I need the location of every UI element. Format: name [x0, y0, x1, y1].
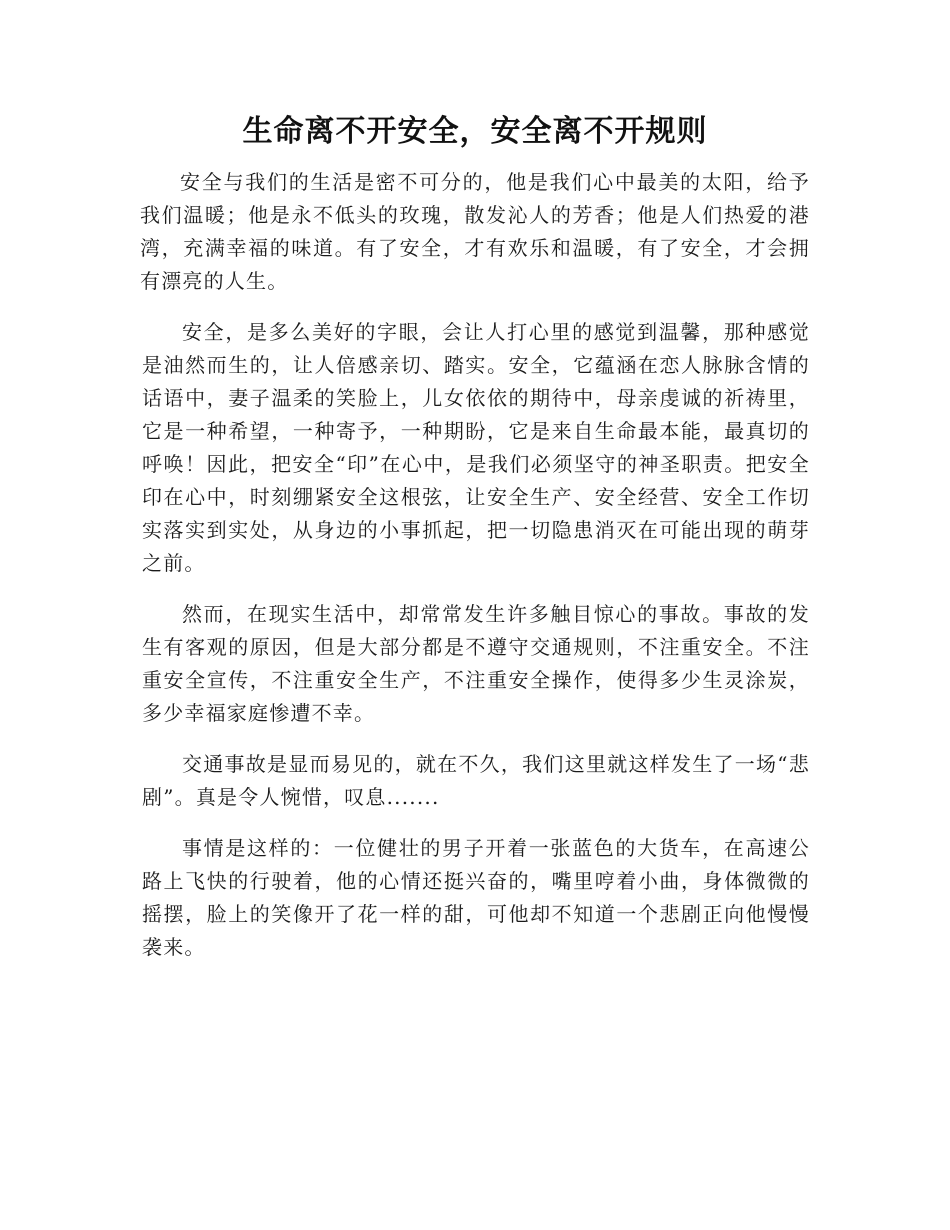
paragraph-5: 事情是这样的：一位健壮的男子开着一张蓝色的大货车，在高速公路上飞快的行驶着，他的心情还挺兴奋的，嘴里哼着小曲，身体微微的摇摆，脸上的笑像开了花一样的甜，可他却不知道一个悲剧正向他慢慢袭来。	[142, 836, 810, 959]
paragraph-4: 交通事故是显而易见的，就在不久，我们这里就这样发生了一场“悲剧”。真是令人惋惜，叹息.......	[142, 752, 810, 809]
document-body	[142, 166, 810, 976]
document-title: 生命离不开安全，安全离不开规则	[242, 114, 708, 149]
paragraph-2: 安全，是多么美好的字眼，会让人打心里的感觉到温馨，那种感觉是油然而生的，让人倍感亲切、踏实。安全，它蕴涵在恋人脉脉含情的话语中，妻子温柔的笑脸上，儿女依依的期待中，母亲虔诚的祈祷里，它是一种希望，一种寄予，一种期盼，它是来自生命最本能，最真切的呼唤！因此，把安全“印”在心中，是我们必须坚守的神圣职责。把安全印在心中，时刻绷紧安全这根弦，让安全生产、安全经营、安全工作切实落实到实处，从身边的小事抓起，把一切隐患消灭在可能出现的萌芽之前。	[142, 320, 810, 575]
paragraph-1: 安全与我们的生活是密不可分的，他是我们心中最美的太阳，给予我们温暖；他是永不低头的玫瑰，散发沁人的芳香；他是人们热爱的港湾，充满幸福的味道。有了安全，才有欢乐和温暖，有了安全，才会拥有漂亮的人生。	[140, 170, 810, 293]
paragraph-3: 然而，在现实生活中，却常常发生许多触目惊心的事故。事故的发生有客观的原因，但是大部分都是不遵守交通规则，不注重安全。不注重安全宣传，不注重安全生产，不注重安全操作，使得多少生灵涂炭，多少幸福家庭惨遭不幸。	[142, 602, 810, 725]
